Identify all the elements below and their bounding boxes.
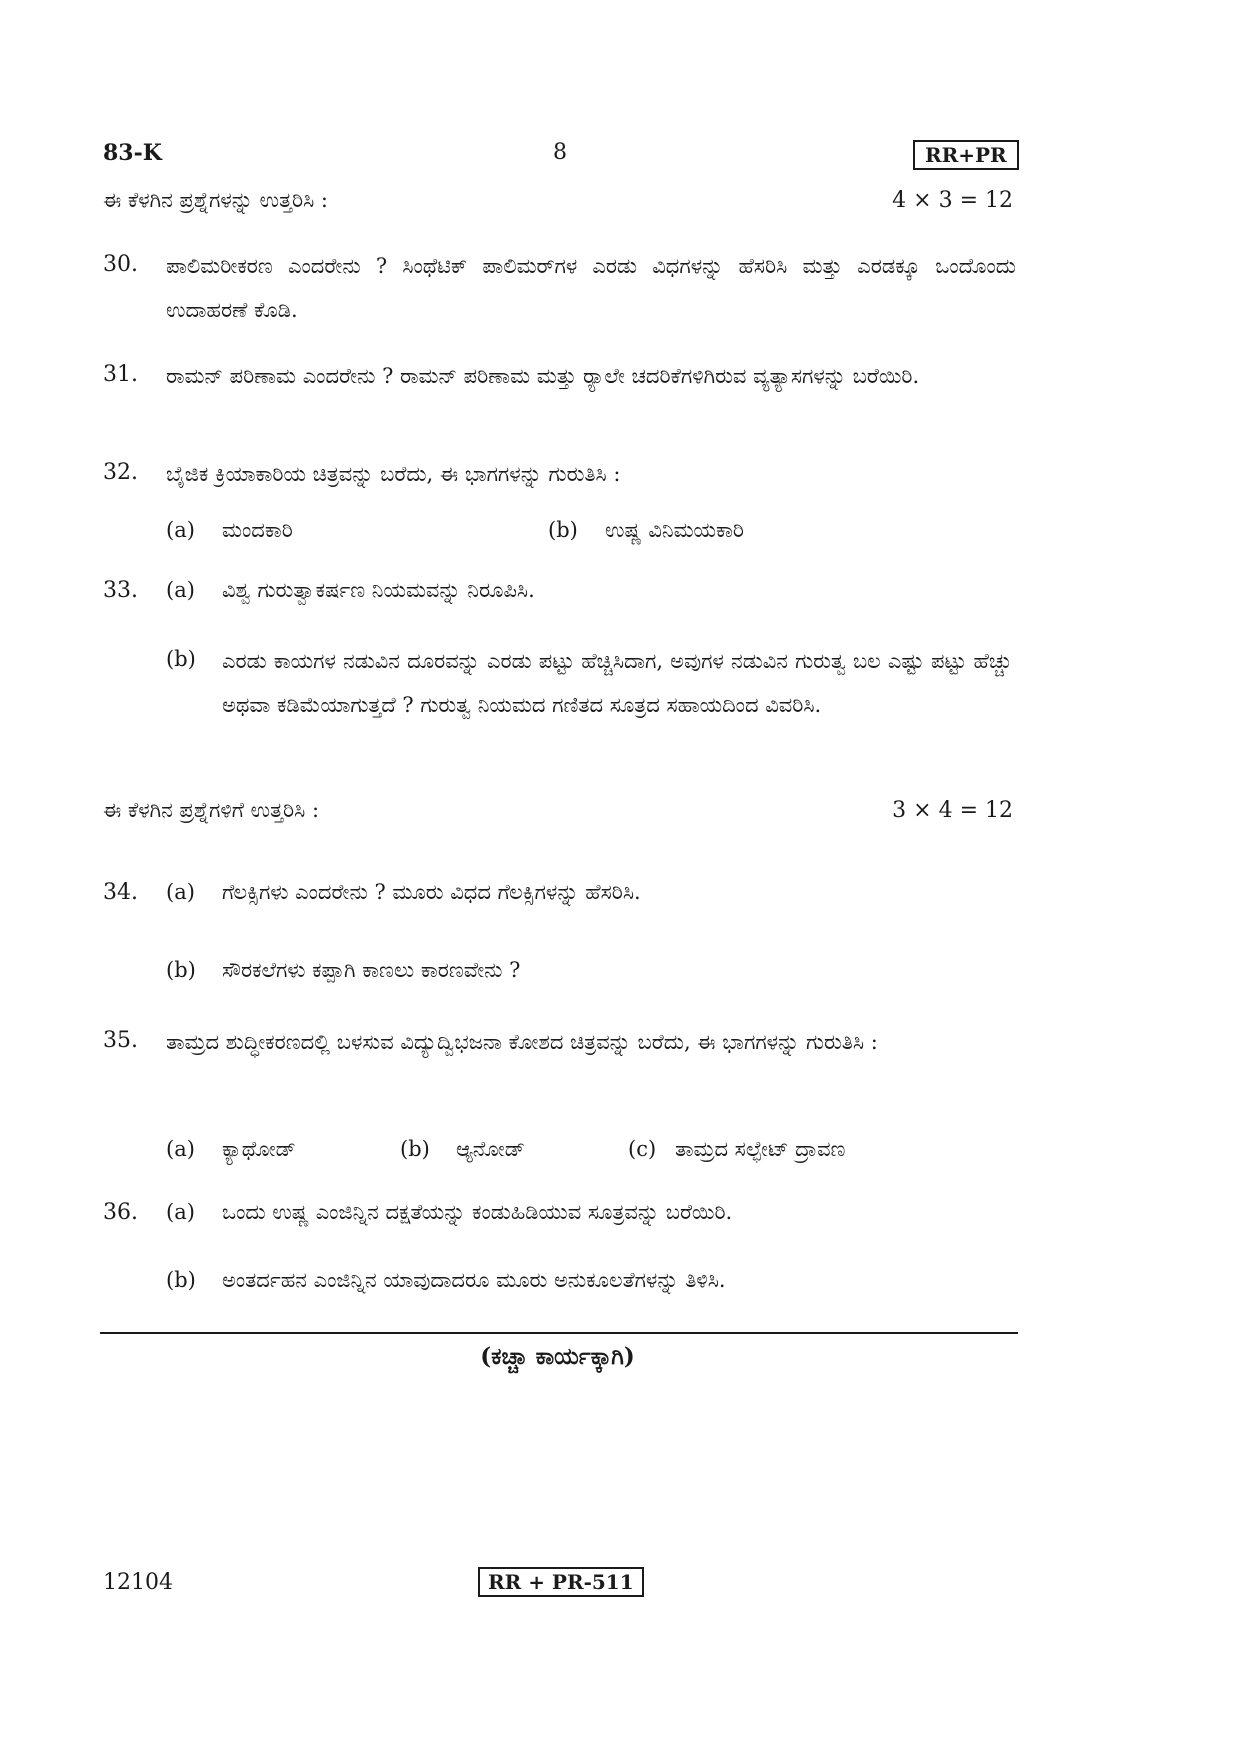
q35-b-label: (b) xyxy=(400,1137,430,1161)
footer-code: 12104 xyxy=(103,1570,173,1595)
page-number: 8 xyxy=(553,140,567,165)
q33-b-text: ಎರಡು ಕಾಯಗಳ ನಡುವಿನ ದೂರವನ್ನು ಎರಡು ಪಟ್ಟು ಹೆಚ್ಚಿಸಿದಾಗ, ಅವುಗಳ ನಡುವಿನ ಗುರುತ್ವ ಬಲ ಎಷ್ಟು ಪಟ್ಟು ಹೆಚ್ಚು ಅಥವಾ ಕಡಿಮೆಯಾಗುತ್ತದೆ ? ಗುರುತ್ವ ನಿಯಮದ ಗಣಿತದ ಸೂತ್ರದ ಸಹಾಯದಿಂದ ವಿವರಿಸಿ. xyxy=(222,649,1012,717)
question-text-32: ಬೈಜಿಕ ಕ್ರಿಯಾಕಾರಿಯ ಚಿತ್ರವನ್ನು ಬರೆದು, ಈ ಭಾಗಗಳನ್ನು ಗುರುತಿಸಿ : xyxy=(166,462,621,486)
question-number-33: 33. xyxy=(103,578,138,603)
section-instruction-2: ಈ ಕೆಳಗಿನ ಪ್ರಶ್ನೆಗಳಿಗೆ ಉತ್ತರಿಸಿ : xyxy=(103,798,320,822)
question-text-31: ರಾಮನ್ ಪರಿಣಾಮ ಎಂದರೇನು ? ರಾಮನ್ ಪರಿಣಾಮ ಮತ್ತು ರ್‍ಯಾಲೇ ಚದರಿಕೆಗಳಿಗಿರುವ ವ್ಯತ್ಯಾಸಗಳನ್ನು ಬರೆಯಿರಿ. xyxy=(166,364,920,388)
q36-b-text: ಅಂತರ್ದಹನ ಎಂಜಿನ್ನಿನ ಯಾವುದಾದರೂ ಮೂರು ಅನುಕೂಲತೆಗಳನ್ನು ತಿಳಿಸಿ. xyxy=(222,1268,726,1292)
q35-a-label: (a) xyxy=(166,1137,195,1161)
q33-a-label: (a) xyxy=(166,578,195,602)
q35-b-text: ಆ್ಯನೋಡ್ xyxy=(456,1137,525,1161)
section-instruction-1: ಈ ಕೆಳಗಿನ ಪ್ರಶ್ನೆಗಳನ್ನು ಉತ್ತರಿಸಿ : xyxy=(103,188,328,212)
question-text-30: ಪಾಲಿಮರೀಕರಣ ಎಂದರೇನು ? ಸಿಂಥೆಟಿಕ್ ಪಾಲಿಮರ್‌ಗಳ ಎರಡು ವಿಧಗಳನ್ನು ಹೆಸರಿಸಿ ಮತ್ತು ಎರಡಕ್ಕೂ ಒಂದೊಂದು ಉದಾಹರಣೆ ಕೊಡಿ. xyxy=(166,254,1016,322)
paper-code: 83-K xyxy=(103,140,162,166)
q32-a-label: (a) xyxy=(166,518,195,542)
q36-b-label: (b) xyxy=(166,1268,196,1292)
q35-a-text: ಕ್ಯಾಥೋಡ್ xyxy=(222,1137,296,1161)
q33-b-label: (b) xyxy=(166,647,196,671)
series-box: RR+PR xyxy=(913,140,1019,170)
q35-c-label: (c) xyxy=(628,1137,657,1161)
question-number-31: 31. xyxy=(103,362,138,387)
question-text-35: ತಾಮ್ರದ ಶುದ್ಧೀಕರಣದಲ್ಲಿ ಬಳಸುವ ವಿದ್ಯುದ್ವಿಭಜನಾ ಕೋಶದ ಚಿತ್ರವನ್ನು ಬರೆದು, ಈ ಭಾಗಗಳನ್ನು ಗುರುತಿಸಿ : xyxy=(166,1030,878,1054)
question-number-36: 36. xyxy=(103,1200,138,1225)
question-number-35: 35. xyxy=(103,1028,138,1053)
question-number-34: 34. xyxy=(103,880,138,905)
footer-series-box: RR + PR-511 xyxy=(478,1567,644,1597)
q34-b-label: (b) xyxy=(166,958,196,982)
section-marks-1: 4 × 3 = 12 xyxy=(892,188,1013,213)
rough-work-label: (ಕಚ್ಚಾ ಕಾರ್ಯಕ್ಕಾಗಿ) xyxy=(480,1343,635,1370)
separator-rule xyxy=(100,1332,1018,1334)
q34-a-label: (a) xyxy=(166,880,195,904)
q36-a-label: (a) xyxy=(166,1200,195,1224)
q36-a-text: ಒಂದು ಉಷ್ಣ ಎಂಜಿನ್ನಿನ ದಕ್ಷತೆಯನ್ನು ಕಂಡುಹಿಡಿಯುವ ಸೂತ್ರವನ್ನು ಬರೆಯಿರಿ. xyxy=(222,1200,733,1224)
q32-b-label: (b) xyxy=(548,518,578,542)
q33-a-text: ವಿಶ್ವ ಗುರುತ್ವಾಕರ್ಷಣ ನಿಯಮವನ್ನು ನಿರೂಪಿಸಿ. xyxy=(222,578,535,602)
section-marks-2: 3 × 4 = 12 xyxy=(892,798,1013,823)
q32-b-text: ಉಷ್ಣ ವಿನಿಮಯಕಾರಿ xyxy=(605,518,744,542)
q34-b-text: ಸೌರಕಲೆಗಳು ಕಪ್ಪಾಗಿ ಕಾಣಲು ಕಾರಣವೇನು ? xyxy=(222,958,521,982)
q35-c-text: ತಾಮ್ರದ ಸಲ್ಫೇಟ್ ದ್ರಾವಣ xyxy=(675,1137,846,1161)
q32-a-text: ಮಂದಕಾರಿ xyxy=(222,518,293,542)
question-number-30: 30. xyxy=(103,252,138,277)
q34-a-text: ಗೆಲಕ್ಸಿಗಳು ಎಂದರೇನು ? ಮೂರು ವಿಧದ ಗೆಲಕ್ಸಿಗಳನ್ನು ಹೆಸರಿಸಿ. xyxy=(222,880,641,904)
question-number-32: 32. xyxy=(103,460,138,485)
